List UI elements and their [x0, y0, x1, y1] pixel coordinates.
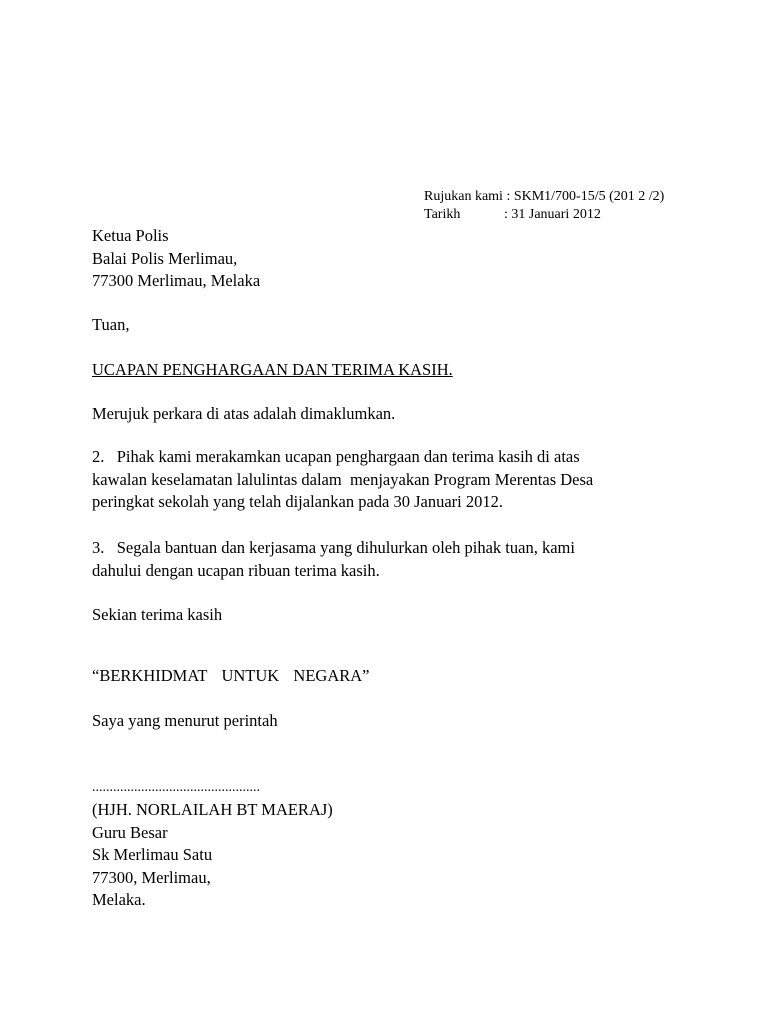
reference-number-row	[424, 188, 664, 206]
reference-label: Rujukan kami	[424, 189, 503, 204]
recipient-address	[92, 225, 260, 293]
signatory-title: Guru Besar	[92, 822, 168, 842]
recipient-line-1: Ketua Polis	[92, 226, 169, 245]
paragraph-3-line-2: dahului dengan ucapan ribuan terima kasih.	[92, 560, 380, 580]
signatory-block	[92, 799, 333, 912]
reference-block	[424, 188, 664, 224]
paragraph-3	[92, 537, 575, 582]
subject-title: UCAPAN PENGHARGAAN DAN TERIMA KASIH.	[92, 360, 453, 379]
paragraph-2-line-1: 2. Pihak kami merakamkan ucapan penghargaan dan terima kasih di atas	[92, 447, 580, 466]
closing-line: Sekian terima kasih	[92, 605, 223, 624]
signatory-school: Sk Merlimau Satu	[92, 845, 213, 864]
recipient-line-2: Balai Polis Merlimau,	[92, 248, 238, 268]
salutation: Tuan,	[92, 315, 130, 334]
paragraph-3-line-1: 3. Segala bantuan dan kerjasama yang dihulurkan oleh pihak tuan, kami	[92, 538, 575, 557]
date-label: Tarikh	[424, 207, 461, 222]
recipient-line-3: 77300 Merlimau, Melaka	[92, 271, 261, 290]
signature-line: ................................................	[92, 780, 260, 795]
motto: “BERKHIDMAT UNTUK NEGARA”	[92, 666, 370, 685]
signatory-name: (HJH. NORLAILAH BT MAERAJ)	[92, 800, 333, 819]
date-value: : 31 Januari 2012	[504, 207, 601, 222]
paragraph-2-line-3: peringkat sekolah yang telah dijalankan pada 30 Januari 2012.	[92, 492, 503, 511]
paragraph-2	[92, 446, 593, 514]
order-line: Saya yang menurut perintah	[92, 711, 278, 730]
signatory-state: Melaka.	[92, 890, 146, 909]
opening-line: Merujuk perkara di atas adalah dimaklumkan.	[92, 404, 396, 423]
paragraph-2-line-2: kawalan keselamatan lalulintas dalam menjayakan Program Merentas Desa	[92, 469, 594, 489]
date-row	[424, 206, 664, 224]
reference-value: : SKM1/700-15/5 (201 2 /2)	[506, 189, 665, 204]
signatory-postcode-town: 77300, Merlimau,	[92, 867, 211, 887]
